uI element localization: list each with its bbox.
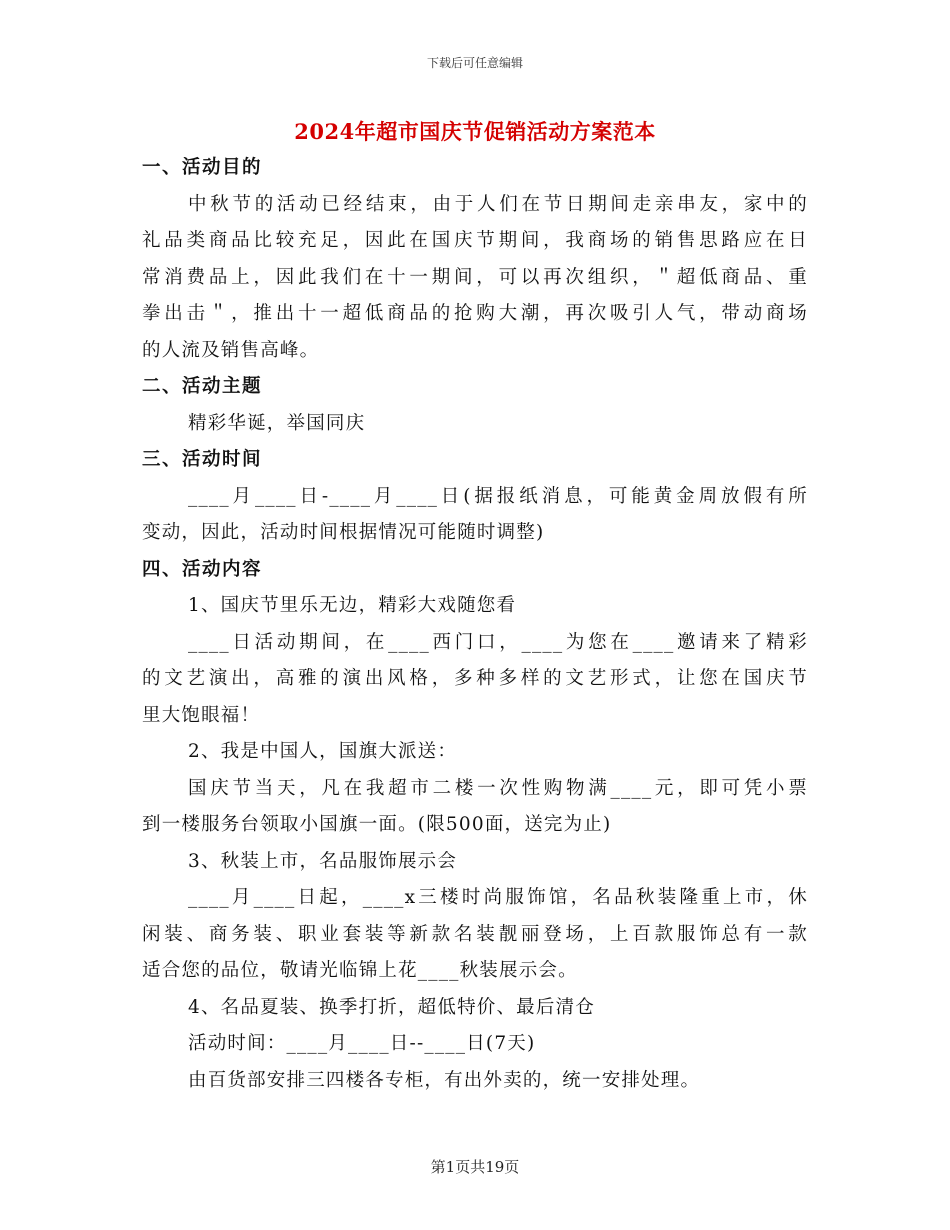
paragraph-line: 变动，因此，活动时间根据情况可能随时调整) xyxy=(142,522,545,543)
paragraph-line: 的文艺演出，高雅的演出风格，多种多样的文艺形式，让您在国庆节 xyxy=(142,668,808,689)
paragraph-line: 的人流及销售高峰。 xyxy=(142,339,320,361)
subsection-title: 1、国庆节里乐无边，精彩大戏随您看 xyxy=(188,595,517,616)
section-heading-theme: 二、活动主题 xyxy=(142,376,263,397)
paragraph-line: 中秋节的活动已经结束，由于人们在节日期间走亲串友，家中的 xyxy=(188,193,808,215)
paragraph-line: ____月____日-____月____日(据报纸消息，可能黄金周放假有所 xyxy=(188,485,808,507)
subsection-title: 2、我是中国人，国旗大派送： xyxy=(188,741,458,762)
document-body xyxy=(142,150,808,1099)
header-note: 下载后可任意编辑 xyxy=(426,56,523,70)
paragraph-line: 里大饱眼福！ xyxy=(142,704,261,726)
subsection-title: 3、秋装上市，名品服饰展示会 xyxy=(188,850,458,872)
document-title: 2024年超市国庆节促销活动方案范本 xyxy=(294,119,656,144)
page-number-footer: 第1页共19页 xyxy=(430,1158,520,1176)
paragraph-line: 拳出击＂，推出十一超低商品的抢购大潮，再次吸引人气，带动商场 xyxy=(142,303,808,324)
paragraph-line: 常消费品上，因此我们在十一期间，可以再次组织，＂超低商品、重 xyxy=(142,266,808,288)
paragraph-line: 闲装、商务装、职业套装等新款名装靓丽登场，上百款服饰总有一款 xyxy=(142,923,808,945)
paragraph-line: ____月____日起，____x三楼时尚服饰馆，名品秋装隆重上市，休 xyxy=(188,887,808,908)
paragraph-line: 由百货部安排三四楼各专柜，有出外卖的，统一安排处理。 xyxy=(188,1069,701,1091)
section-heading-time: 三、活动时间 xyxy=(142,449,263,470)
paragraph-line: 到一楼服务台领取小国旗一面。(限500面，送完为止) xyxy=(142,814,612,835)
paragraph-line: 适合您的品位，敬请光临锦上花____秋装展示会。 xyxy=(142,960,578,981)
paragraph-line: 精彩华诞，举国同庆 xyxy=(188,412,366,434)
paragraph-line: 活动时间：____月____日--____日(7天) xyxy=(188,1033,536,1054)
paragraph-line: ____日活动期间，在____西门口，____为您在____邀请来了精彩 xyxy=(188,631,808,653)
subsection-title: 4、名品夏装、换季打折，超低特价、最后清仓 xyxy=(188,996,595,1018)
paragraph-line: 国庆节当天，凡在我超市二楼一次性购物满____元，即可凭小票 xyxy=(188,777,808,799)
section-heading-content: 四、活动内容 xyxy=(142,558,263,580)
paragraph-line: 礼品类商品比较充足，因此在国庆节期间，我商场的销售思路应在日 xyxy=(142,230,808,251)
section-heading-purpose: 一、活动目的 xyxy=(142,157,263,178)
